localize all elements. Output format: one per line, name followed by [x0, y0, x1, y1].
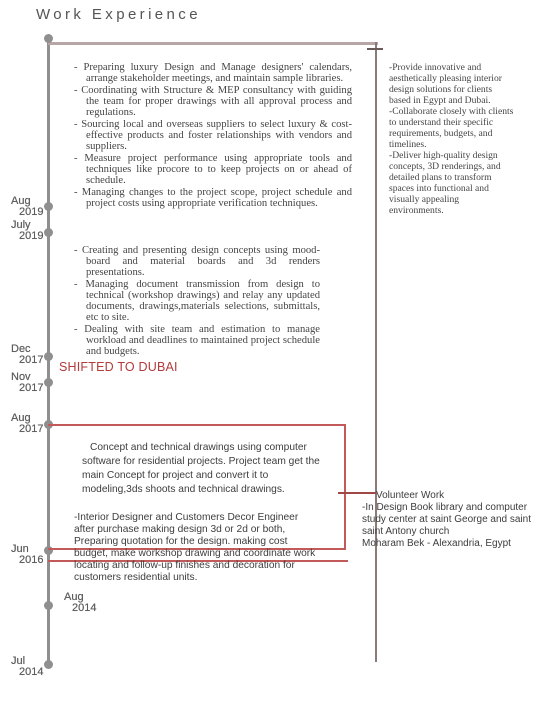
job1-cross-mark: [367, 48, 383, 50]
section-title: Work Experience: [36, 6, 201, 23]
timeline-dot: [44, 660, 53, 669]
list-item: -Collaborate closely with clients to understand their specific requirements, budgets, and timelines.: [389, 106, 514, 150]
list-item: - Preparing luxury Design and Manage designers' calendars, arrange stakeholder meetings, and maintain sample libraries.: [74, 62, 352, 84]
date-jul-2014: Jul 2014: [11, 655, 44, 678]
list-item: - Managing document transmission from design to technical (workshop drawings) and relay any updated documents, drawings,materials selections, submittals, etc to site.: [74, 279, 320, 323]
list-item: - Sourcing local and overseas suppliers to select luxury & cost-effective products and foster relationships with vendors and suppliers.: [74, 119, 352, 152]
volunteer-heading: Volunteer Work: [376, 490, 445, 501]
timeline-dot: [44, 378, 53, 387]
job2-bullet-list: [72, 245, 320, 358]
list-item: - Managing changes to the project scope, project schedule and project costs using appropriate verification techniques.: [74, 187, 352, 209]
list-item: -Deliver high-quality design concepts, 3D renderings, and detailed plans to transform spaces into functional and visually appealing environments.: [389, 150, 501, 216]
timeline-dot: [44, 352, 53, 361]
list-item: - Coordinating with Structure & MEP consultancy with guiding the team for proper drawings with all approval process and regulations.: [74, 85, 352, 118]
shifted-label: SHIFTED TO DUBAI: [59, 360, 178, 374]
list-item: -Provide innovative and aesthetically pleasing interior design solutions for clients based in Egypt and Dubai.: [389, 62, 502, 106]
timeline-dot: [44, 601, 53, 610]
job1-right-column: [389, 62, 515, 216]
list-item: - Measure project performance using appropriate tools and techniques like procore to to keep projects on or ahead of schedule.: [74, 153, 352, 186]
date-aug-2014: Aug 2014: [64, 591, 97, 614]
date-dec-2017: Dec 2017: [11, 343, 44, 366]
list-item: - Creating and presenting design concepts using mood-board and material boards and 3d renders presentations.: [74, 245, 320, 278]
list-item: - Dealing with site team and estimation to manage workload and deadlines to maintained project schedule and budgets.: [74, 324, 320, 357]
date-jun-2016: Jun 2016: [11, 543, 44, 566]
timeline-dot: [44, 34, 53, 43]
job1-vertical-border: [375, 42, 377, 662]
date-nov-2017: Nov 2017: [11, 371, 44, 394]
job1-bullet-list: [72, 62, 352, 210]
date-aug-2017: Aug 2017: [11, 412, 44, 435]
date-july-2019: July 2019: [11, 219, 44, 242]
list-item: Moharam Bek - Alexandria, Egypt: [362, 538, 511, 549]
date-aug-2019: Aug 2019: [11, 195, 44, 218]
job4-description: -Interior Designer and Customers Decor Engineer after purchase making design 3d or 2d or both, Preparing quotation for the design. making cost budget, make workshop drawing and coordinate work locating and follow-up finishes and decoration for customers residential units.: [74, 512, 316, 583]
timeline-dot: [44, 228, 53, 237]
job1-top-border: [48, 42, 378, 45]
volunteer-section: [362, 490, 540, 550]
timeline-dot: [44, 202, 53, 211]
job3-description: Concept and technical drawings using computer software for residential projects. Project team get the main Concept for project and convert it to modeling,3ds shoots and technical drawings.: [82, 442, 320, 495]
list-item: -In Design Book library and computer study center at saint George and saint saint Antony church: [362, 502, 531, 537]
